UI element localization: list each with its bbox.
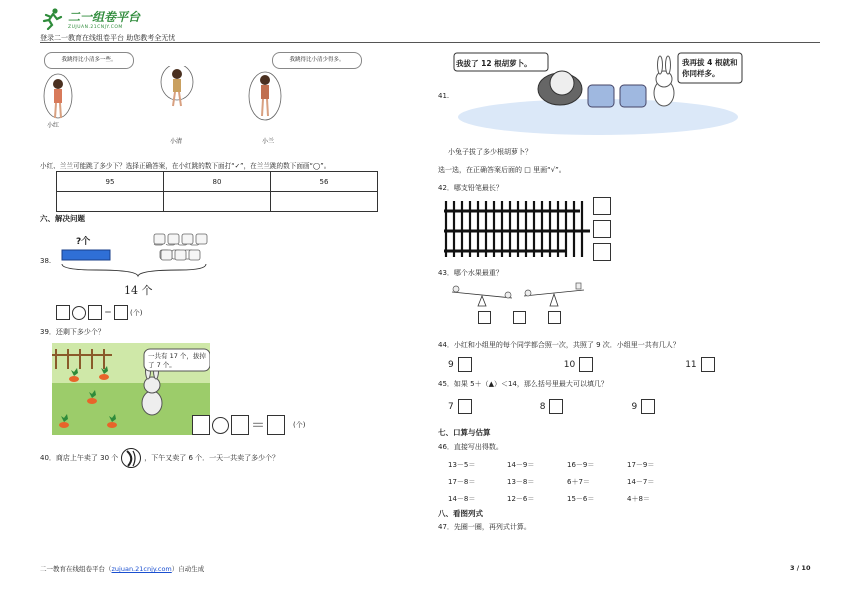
calc-item: 14－8＝: [448, 495, 476, 503]
answer-box[interactable]: [593, 197, 611, 215]
q38-total: 14 个: [124, 284, 153, 297]
rabbit-speech-bubble: 我再拔 4 根就和你同样多。: [682, 58, 738, 78]
calc-item: 14－9＝: [507, 461, 535, 469]
answer-box[interactable]: [114, 305, 128, 320]
calc-item: 13－5＝: [448, 461, 476, 469]
calc-item: 13－8＝: [507, 478, 535, 486]
unit-label: (个): [130, 308, 143, 317]
option-item: 8: [540, 399, 564, 414]
q39-question: 39．还剩下多少个？: [40, 328, 105, 336]
speech-bubble-2: 我跳得比小清少得多。: [272, 52, 362, 69]
answer-box[interactable]: [641, 399, 655, 414]
calc-item: 14－7＝: [627, 478, 655, 486]
q44-question: 44．小红和小组里的每个同学都合照一次，共照了 9 次．小组里一共有几人？: [438, 341, 680, 349]
answer-box[interactable]: [458, 357, 472, 372]
answer-box[interactable]: [458, 399, 472, 414]
logo-subtitle: ZUJUAN.21CNJY.COM: [68, 25, 123, 30]
header-divider: [40, 42, 820, 43]
calc-item: 12－6＝: [507, 495, 535, 503]
logo: [40, 8, 140, 30]
section-7-title: 七、口算与估算: [438, 428, 491, 437]
speech-bubble-1: 我跳得比小清多一些。: [44, 52, 134, 69]
calc-item: 16－9＝: [567, 461, 595, 469]
answer-box[interactable]: [478, 311, 491, 324]
calc-item: 17－9＝: [627, 461, 655, 469]
q41-question: 小兔子拔了多少根胡萝卜？: [448, 148, 532, 156]
q40-question: 40．商店上午卖了 30 个 ，下午又卖了 6 个．一天一共卖了多少个？: [40, 447, 279, 469]
jump-rope-kids-illustration: [40, 66, 290, 134]
q41-instruction: 选一选，在正确答案后面的 □ 里画“√”。: [438, 166, 566, 174]
rabbit-icon: [654, 56, 674, 106]
runner-logo-icon: [40, 8, 64, 30]
kid-name-3: 小兰: [262, 138, 275, 145]
kid-name-2: 小清: [170, 138, 183, 145]
section-6-title: 六、解决问题: [40, 214, 85, 223]
q45-question: 45．如果 5＋（▲）＜14，那么括号里最大可以填几？: [438, 380, 608, 388]
q38-equation: ＝ (个): [56, 305, 142, 320]
q37-prompt: 小红、兰兰可能跳了多少下？选择正确答案，在小红跳的数下面打“✓”，在兰兰跳的数下面画“◯”。: [40, 162, 331, 170]
calc-item: 6＋7＝: [567, 478, 590, 486]
operator-circle[interactable]: [212, 417, 229, 434]
kid-xiaoqing: [161, 66, 193, 106]
answer-box[interactable]: [231, 415, 249, 435]
kid-name-1: 小红: [47, 122, 60, 129]
option-cell: 80: [164, 172, 271, 192]
answer-box[interactable]: [549, 399, 563, 414]
q39-equation: ＝ (个): [192, 415, 305, 435]
operator-circle[interactable]: [72, 306, 86, 320]
answer-box[interactable]: [267, 415, 285, 435]
q39-speech-bubble: 一共有 17 个，拔掉了 7 个。: [148, 352, 206, 369]
q42-question: 42．哪支铅笔最长？: [438, 184, 503, 192]
kid-xiaolan: [249, 72, 281, 120]
q38-question-mark: ?个: [76, 237, 91, 247]
q45-options: [448, 399, 655, 414]
calc-item: 17－8＝: [448, 478, 476, 486]
answer-box[interactable]: [513, 311, 526, 324]
q44-options: [448, 357, 715, 372]
section-8-title: 八、看图列式: [438, 509, 483, 518]
sheep-speech-bubble: 我拔了 12 根胡萝卜。: [456, 59, 532, 68]
option-item: 11: [685, 357, 714, 372]
q38-number: 38.: [40, 257, 52, 265]
calc-item: 4＋8＝: [627, 495, 650, 503]
logo-title: 二一组卷平台: [68, 10, 141, 24]
option-item: 9: [448, 357, 472, 372]
unit-label: (个): [293, 421, 306, 429]
answer-box[interactable]: [593, 243, 611, 261]
option-cell: 56: [271, 172, 378, 192]
header-tagline: 登录二一教育在线组卷平台 助您教考全无忧: [40, 34, 176, 42]
answer-box[interactable]: [701, 357, 715, 372]
cups-icon: [152, 232, 212, 264]
calc-item: 15－6＝: [567, 495, 595, 503]
q43-answer-boxes: [478, 311, 561, 324]
answer-box[interactable]: [548, 311, 561, 324]
answer-cell[interactable]: [164, 192, 271, 212]
pencils-illustration: [440, 195, 615, 263]
answer-cell[interactable]: [271, 192, 378, 212]
answer-box[interactable]: [192, 415, 210, 435]
table-row: [57, 172, 378, 192]
option-item: 9: [631, 399, 655, 414]
page-number: 3 / 10: [790, 564, 811, 572]
answer-box[interactable]: [56, 305, 70, 320]
answer-box[interactable]: [579, 357, 593, 372]
option-item: 7: [448, 399, 472, 414]
kid-xiaohong: [44, 74, 72, 118]
answer-box[interactable]: [593, 220, 611, 238]
answer-box[interactable]: [88, 305, 102, 320]
q47-question: 47．先圈一圈，再列式计算。: [438, 523, 531, 531]
q43-question: 43．哪个水果最重？: [438, 269, 503, 277]
answer-cell[interactable]: [57, 192, 164, 212]
option-item: 10: [564, 357, 593, 372]
footer-source: 二一教育在线组卷平台（zujuan.21cnjy.com）自动生成: [40, 565, 205, 573]
fruit-icon: [120, 447, 142, 469]
q37-answer-table: [56, 171, 378, 212]
q41-number: 41.: [438, 92, 450, 100]
q42-answer-boxes: [593, 197, 611, 261]
footer-link[interactable]: zujuan.21cnjy.com: [111, 565, 172, 573]
q46-question: 46．直接写出得数。: [438, 443, 503, 451]
balance-scales-illustration: [448, 280, 588, 308]
table-row: [57, 192, 378, 212]
blue-block-icon: [62, 250, 110, 260]
option-cell: 95: [57, 172, 164, 192]
